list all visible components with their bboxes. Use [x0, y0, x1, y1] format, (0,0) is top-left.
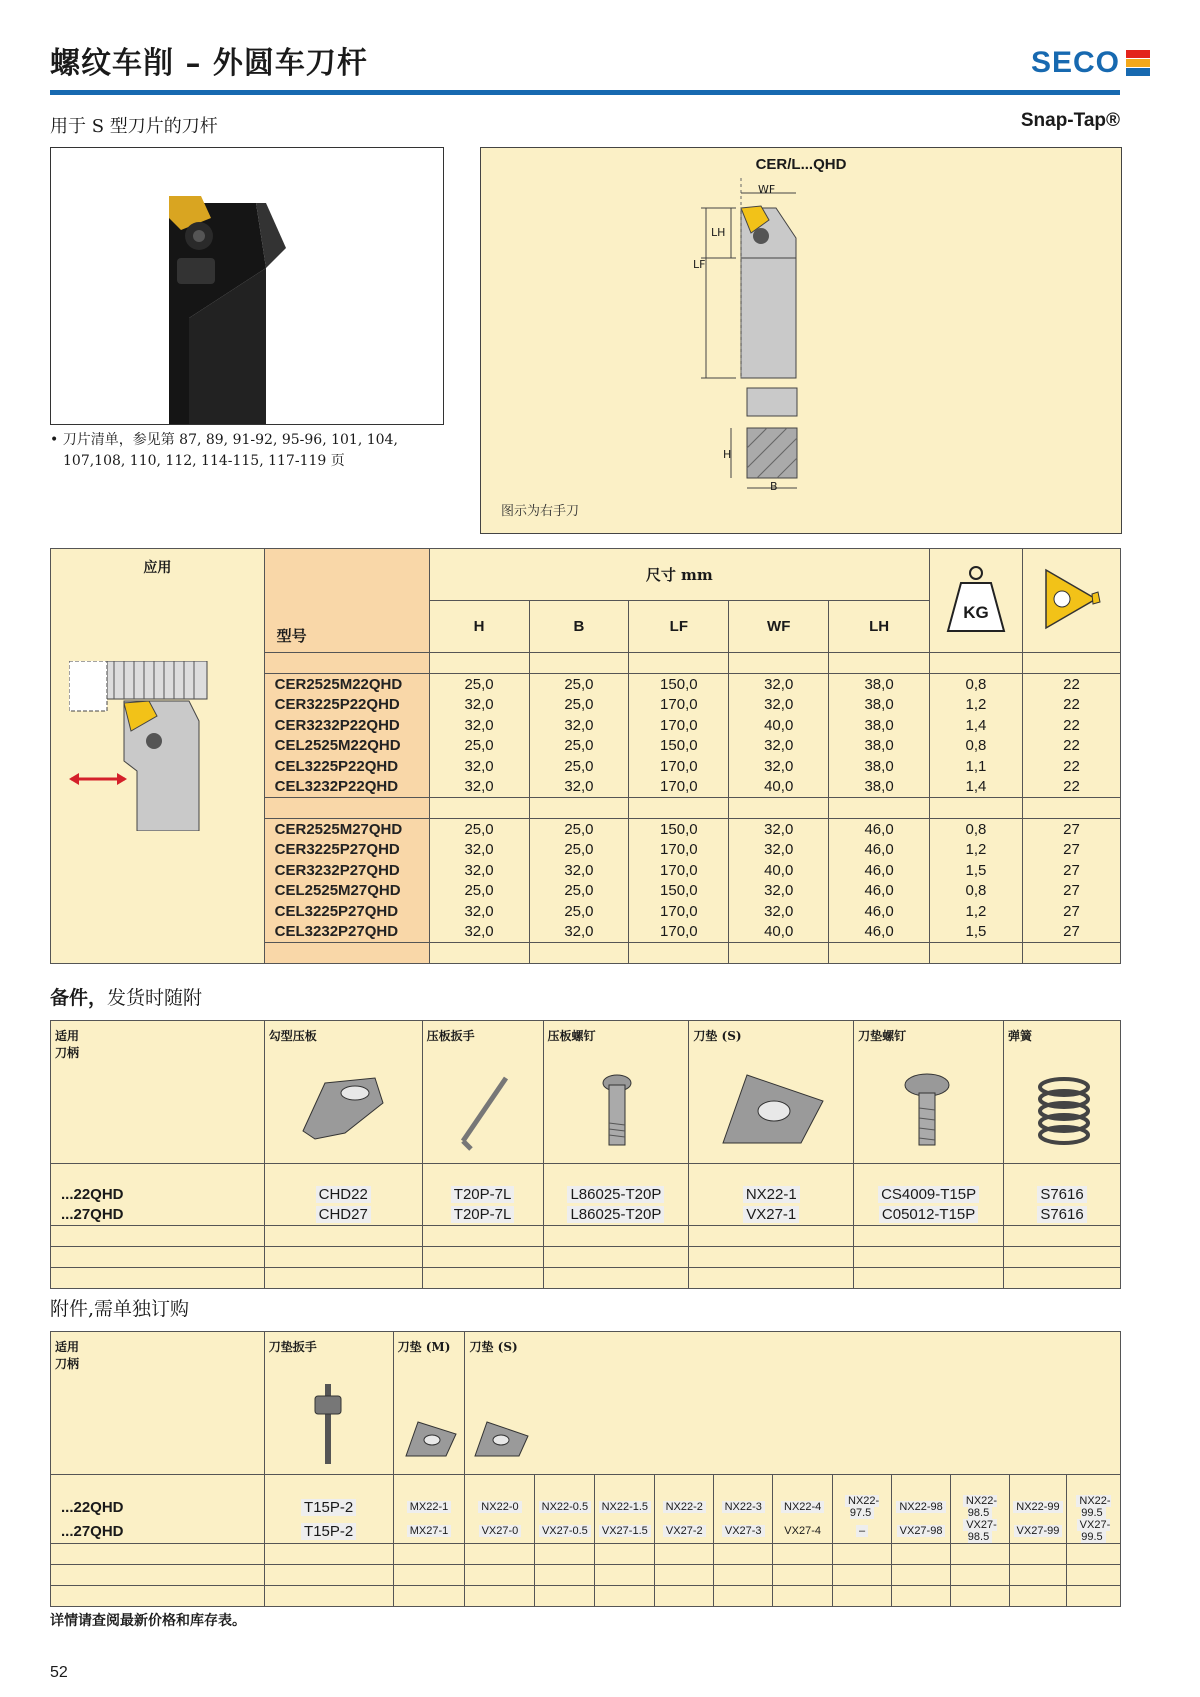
clamp-screw-icon [599, 1073, 635, 1153]
toolholder-table [50, 548, 1121, 964]
insert-reference-note [50, 430, 398, 472]
dimensions-header: 尺寸 mm [429, 549, 929, 601]
spare-col-shim-s: 刀垫 (S) [689, 1021, 854, 1164]
shim-m-icon [404, 1420, 459, 1460]
table-row: CER3225P27QHD 32,0 25,0 170,0 32,0 46,0 1,2 27 [51, 840, 1121, 861]
weight-kg-icon [946, 565, 1006, 635]
weight-column-header [930, 549, 1023, 653]
table-row: ...22QHD CHD22 T20P-7L L86025-T20P NX22-1 CS4009-T15P S7616 [51, 1184, 1121, 1205]
accessories-table [50, 1331, 1121, 1607]
table-row: CER2525M22QHD 25,0 25,0 150,0 32,0 38,0 0,8 22 [51, 674, 1121, 695]
table-row: CEL2525M22QHD 25,0 25,0 150,0 32,0 38,0 0,8 22 [51, 736, 1121, 757]
acc-col-shim-s: 刀垫 (S) [465, 1332, 1121, 1475]
col-b-header: B [529, 601, 629, 653]
seco-logo-blocks [1126, 50, 1150, 76]
spare-col-shim-screw: 刀垫螺钉 [854, 1021, 1004, 1164]
application-header: 应用 [143, 560, 172, 576]
spring-icon [1036, 1073, 1092, 1153]
acc-col-shim-m: 刀垫 (M) [393, 1332, 465, 1475]
footer-note: 详情请查阅最新价格和库存表。 [50, 1613, 246, 1629]
page-title: 螺纹车削 – 外圆车刀杆 [50, 46, 368, 81]
shim-screw-icon [902, 1073, 952, 1153]
shim-icon [719, 1071, 829, 1149]
table-row: CEL3225P22QHD 32,0 25,0 170,0 32,0 38,0 1,1 22 [51, 756, 1121, 777]
acc-col-shim-key: 刀垫扳手 [264, 1332, 393, 1475]
acc-fit-header: 适用 刀柄 [51, 1332, 265, 1475]
col-lf-header: LF [629, 601, 729, 653]
spare-parts-title: 备件，发货时随附 [50, 987, 203, 1009]
table-row: CEL3232P22QHD 32,0 32,0 170,0 40,0 38,0 1,4 22 [51, 777, 1121, 798]
table-row: CEL3232P27QHD 32,0 32,0 170,0 40,0 46,0 1,5 27 [51, 922, 1121, 943]
code-header: 型号 [264, 549, 429, 653]
spare-parts-table [50, 1020, 1121, 1289]
insert-size-column-header [1022, 549, 1120, 653]
brand-line: Snap-Tap® [1020, 110, 1120, 131]
drawing-caption: 图示为右手刀 [501, 504, 580, 519]
dim-lh-label: LH [711, 226, 726, 239]
col-lh-header: LH [829, 601, 930, 653]
table-row: CER3225P22QHD 32,0 25,0 170,0 32,0 38,0 1,2 22 [51, 695, 1121, 716]
spare-col-clamp: 勾型压板 [264, 1021, 422, 1164]
weight-kg-label: KG [963, 602, 989, 622]
dim-lf-label: LF [693, 258, 706, 271]
hex-key-icon [451, 1073, 511, 1153]
spare-col-clamp-key: 压板扳手 [422, 1021, 543, 1164]
spare-col-clamp-screw: 压板螺钉 [543, 1021, 689, 1164]
col-wf-header: WF [729, 601, 829, 653]
application-column [51, 549, 265, 964]
dim-wf-label: WF [758, 183, 776, 196]
accessories-title: 附件,需单独订购 [50, 1298, 190, 1320]
thread-insert-icon [1038, 564, 1104, 634]
torx-key-icon [313, 1384, 343, 1464]
table-row: CEL3225P27QHD 32,0 25,0 170,0 32,0 46,0 1,2 27 [51, 901, 1121, 922]
spare-col-spring: 弹簧 [1004, 1021, 1121, 1164]
table-row: ...27QHD T15P-2 MX27-1 VX27-0 VX27-0.5 VX27-1.5 VX27-2 VX27-3 VX27-4 – VX27-98 VX27-98.5 VX27-99 VX27-99.5 [51, 1519, 1121, 1544]
drawing-title: CER/L...QHD [755, 156, 847, 173]
page-subtitle: 用于 S 型刀片的刀杆 [50, 116, 218, 137]
table-row: ...27QHD CHD27 T20P-7L L86025-T20P VX27-1 C05012-T15P S7616 [51, 1205, 1121, 1226]
toolholder-photo [50, 147, 444, 425]
insert-note-line-1: • 刀片清单，参见第 87, 89, 91-92, 95-96, 101, 104, [50, 432, 398, 448]
table-row: CER3232P22QHD 32,0 32,0 170,0 40,0 38,0 1,4 22 [51, 715, 1121, 736]
table-row: CEL2525M27QHD 25,0 25,0 150,0 32,0 46,0 0,8 27 [51, 881, 1121, 902]
dim-b-label: B [770, 480, 778, 493]
col-h-header: H [429, 601, 529, 653]
seco-logo: SECO [1030, 46, 1120, 79]
header-rule [50, 90, 1120, 95]
shim-s-icon [473, 1420, 531, 1460]
dim-h-label: H [723, 448, 732, 461]
page-number: 52 [50, 1664, 68, 1681]
spare-fit-header: 适用 刀柄 [51, 1021, 265, 1164]
table-row: ...22QHD T15P-2 MX22-1 NX22-0 NX22-0.5 NX22-1.5 NX22-2 NX22-3 NX22-4 NX22-97.5 NX22-98 NX22-98.5 NX22-99 NX22-99.5 [51, 1495, 1121, 1519]
dimension-drawing [480, 147, 1122, 534]
clamp-icon [295, 1073, 390, 1145]
table-row: CER2525M27QHD 25,0 25,0 150,0 32,0 46,0 0,8 27 [51, 819, 1121, 840]
insert-note-line-2: 107,108, 110, 112, 114-115, 117-119 页 [63, 453, 345, 469]
table-row: CER3232P27QHD 32,0 32,0 170,0 40,0 46,0 1,5 27 [51, 860, 1121, 881]
